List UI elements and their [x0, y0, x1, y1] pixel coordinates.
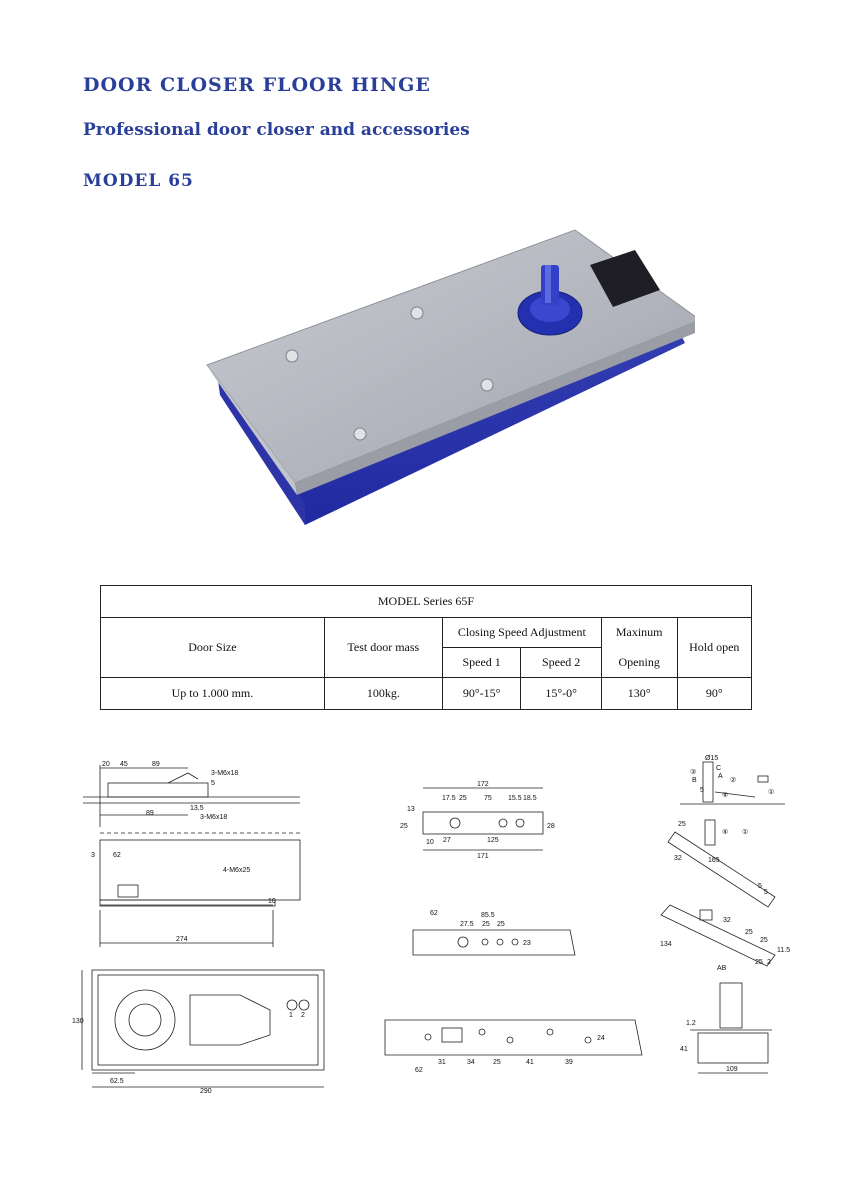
dim-label: 32 — [674, 855, 682, 862]
dim-label: 13.5 — [190, 805, 204, 812]
cell-speed1: 90°-15° — [442, 678, 521, 710]
header-speed1: Speed 1 — [442, 648, 521, 678]
dim-label: 2 — [301, 1012, 305, 1019]
dim-label: 25 — [760, 937, 768, 944]
screw — [286, 350, 298, 362]
dim-label: 290 — [200, 1088, 212, 1095]
dim-label: 134 — [660, 941, 672, 948]
dim-label: 62.5 — [110, 1078, 124, 1085]
cell-door-size: Up to 1.000 mm. — [101, 678, 325, 710]
dim-label: 4-M6x25 — [223, 867, 251, 874]
dim-label: 32 — [723, 917, 731, 924]
dim-label: 18.5 — [523, 795, 537, 802]
dim-label: ④ — [722, 792, 729, 799]
dim-label: 41 — [526, 1059, 534, 1066]
dim-label: 27.5 — [460, 921, 474, 928]
dim-label: Ø15 — [705, 755, 719, 762]
top-plate-drawing — [395, 778, 565, 860]
screw — [481, 379, 493, 391]
dim-label: 25 — [459, 795, 467, 802]
header-speed2: Speed 2 — [521, 648, 601, 678]
dim-label: 27 — [443, 837, 451, 844]
dim-label: 23 — [523, 940, 531, 947]
dim-label: ④ — [722, 829, 729, 836]
dim-label: ① — [768, 789, 775, 796]
floor-hinge-photo — [195, 225, 695, 530]
cell-speed2: 15°-0° — [521, 678, 601, 710]
dim-label: AB — [717, 965, 727, 972]
dim-label: 62 — [415, 1067, 423, 1074]
cell-hold-open: 90° — [677, 678, 751, 710]
dim-label: A — [718, 773, 723, 780]
screw — [354, 428, 366, 440]
dim-label: 5 — [764, 889, 768, 896]
header-hold-open: Hold open — [677, 618, 751, 678]
dim-label: 20 — [102, 761, 110, 768]
dim-label: 130 — [72, 1018, 84, 1025]
iso-bottom-drawing — [655, 900, 795, 975]
plan-view-drawing — [70, 965, 330, 1095]
dim-label: C — [716, 765, 722, 772]
dim-label: 15.5 — [508, 795, 522, 802]
dim-label: 171 — [477, 853, 489, 860]
dim-label: 11.5 — [777, 947, 791, 954]
header-max-opening: Maxinum Opening — [601, 618, 677, 678]
dim-label: 5 — [700, 787, 704, 794]
dim-label: 10 — [426, 839, 434, 846]
dim-label: 3-M6x18 — [211, 770, 239, 777]
dim-label: 28 — [547, 823, 555, 830]
dim-label: ① — [742, 829, 749, 836]
dim-label: 1 — [289, 1012, 293, 1019]
dim-label: 25 — [745, 929, 753, 936]
dim-label: 62 — [113, 852, 121, 859]
dim-label: 1.2 — [686, 1020, 696, 1027]
dim-label: 3 — [91, 852, 95, 859]
dim-label: 3-M6x18 — [200, 814, 228, 821]
spec-caption: MODEL Series 65F — [101, 586, 752, 618]
section-view-drawing — [670, 975, 780, 1080]
spec-table — [100, 585, 752, 710]
dim-label: 172 — [477, 781, 489, 788]
dim-label: 34 — [467, 1059, 475, 1066]
page-title: DOOR CLOSER FLOOR HINGE — [83, 74, 431, 96]
dim-label: 5 — [211, 780, 215, 787]
header-door-size: Door Size — [101, 618, 325, 678]
dim-label: 89 — [152, 761, 160, 768]
dim-label: 25 — [482, 921, 490, 928]
dim-label: 274 — [176, 936, 188, 943]
header-closing-speed: Closing Speed Adjustment — [442, 618, 601, 648]
dim-label: 17.5 — [442, 795, 456, 802]
dim-label: 45 — [120, 761, 128, 768]
model-label: MODEL 65 — [83, 171, 194, 191]
iso-top-drawing — [660, 812, 790, 912]
dim-label: 25 — [678, 821, 686, 828]
dim-label: ③ — [690, 769, 697, 776]
dim-label: 25 — [497, 921, 505, 928]
dim-label: 109 — [726, 1066, 738, 1073]
dim-label: 165 — [708, 857, 720, 864]
screw — [411, 307, 423, 319]
dim-label: 25 — [755, 959, 763, 966]
dim-label: 62 — [430, 910, 438, 917]
dim-label: 31 — [438, 1059, 446, 1066]
arm-drawing — [405, 905, 580, 965]
dim-label: 25 — [400, 823, 408, 830]
dim-label: 39 — [565, 1059, 573, 1066]
dim-label: 75 — [484, 795, 492, 802]
dim-label: ② — [730, 777, 737, 784]
dim-label: 125 — [487, 837, 499, 844]
dim-label: 24 — [597, 1035, 605, 1042]
dim-label: 13 — [407, 806, 415, 813]
cell-max-opening: 130° — [601, 678, 677, 710]
dim-label: 41 — [680, 1046, 688, 1053]
dim-label: 5 — [758, 883, 762, 890]
cell-test-mass: 100kg. — [324, 678, 442, 710]
dim-label: 85.5 — [481, 912, 495, 919]
page-subtitle: Professional door closer and accessories — [83, 120, 470, 140]
side-view-drawing — [78, 755, 308, 955]
dim-label: 25 — [493, 1059, 501, 1066]
dim-label: B — [692, 777, 697, 784]
dim-label: 10 — [268, 898, 276, 905]
dim-label: 2 — [767, 959, 771, 966]
header-test-mass: Test door mass — [324, 618, 442, 678]
pivot-detail-drawing — [670, 752, 790, 812]
dim-label: 89 — [146, 810, 154, 817]
bottom-arm-drawing — [380, 1010, 650, 1075]
